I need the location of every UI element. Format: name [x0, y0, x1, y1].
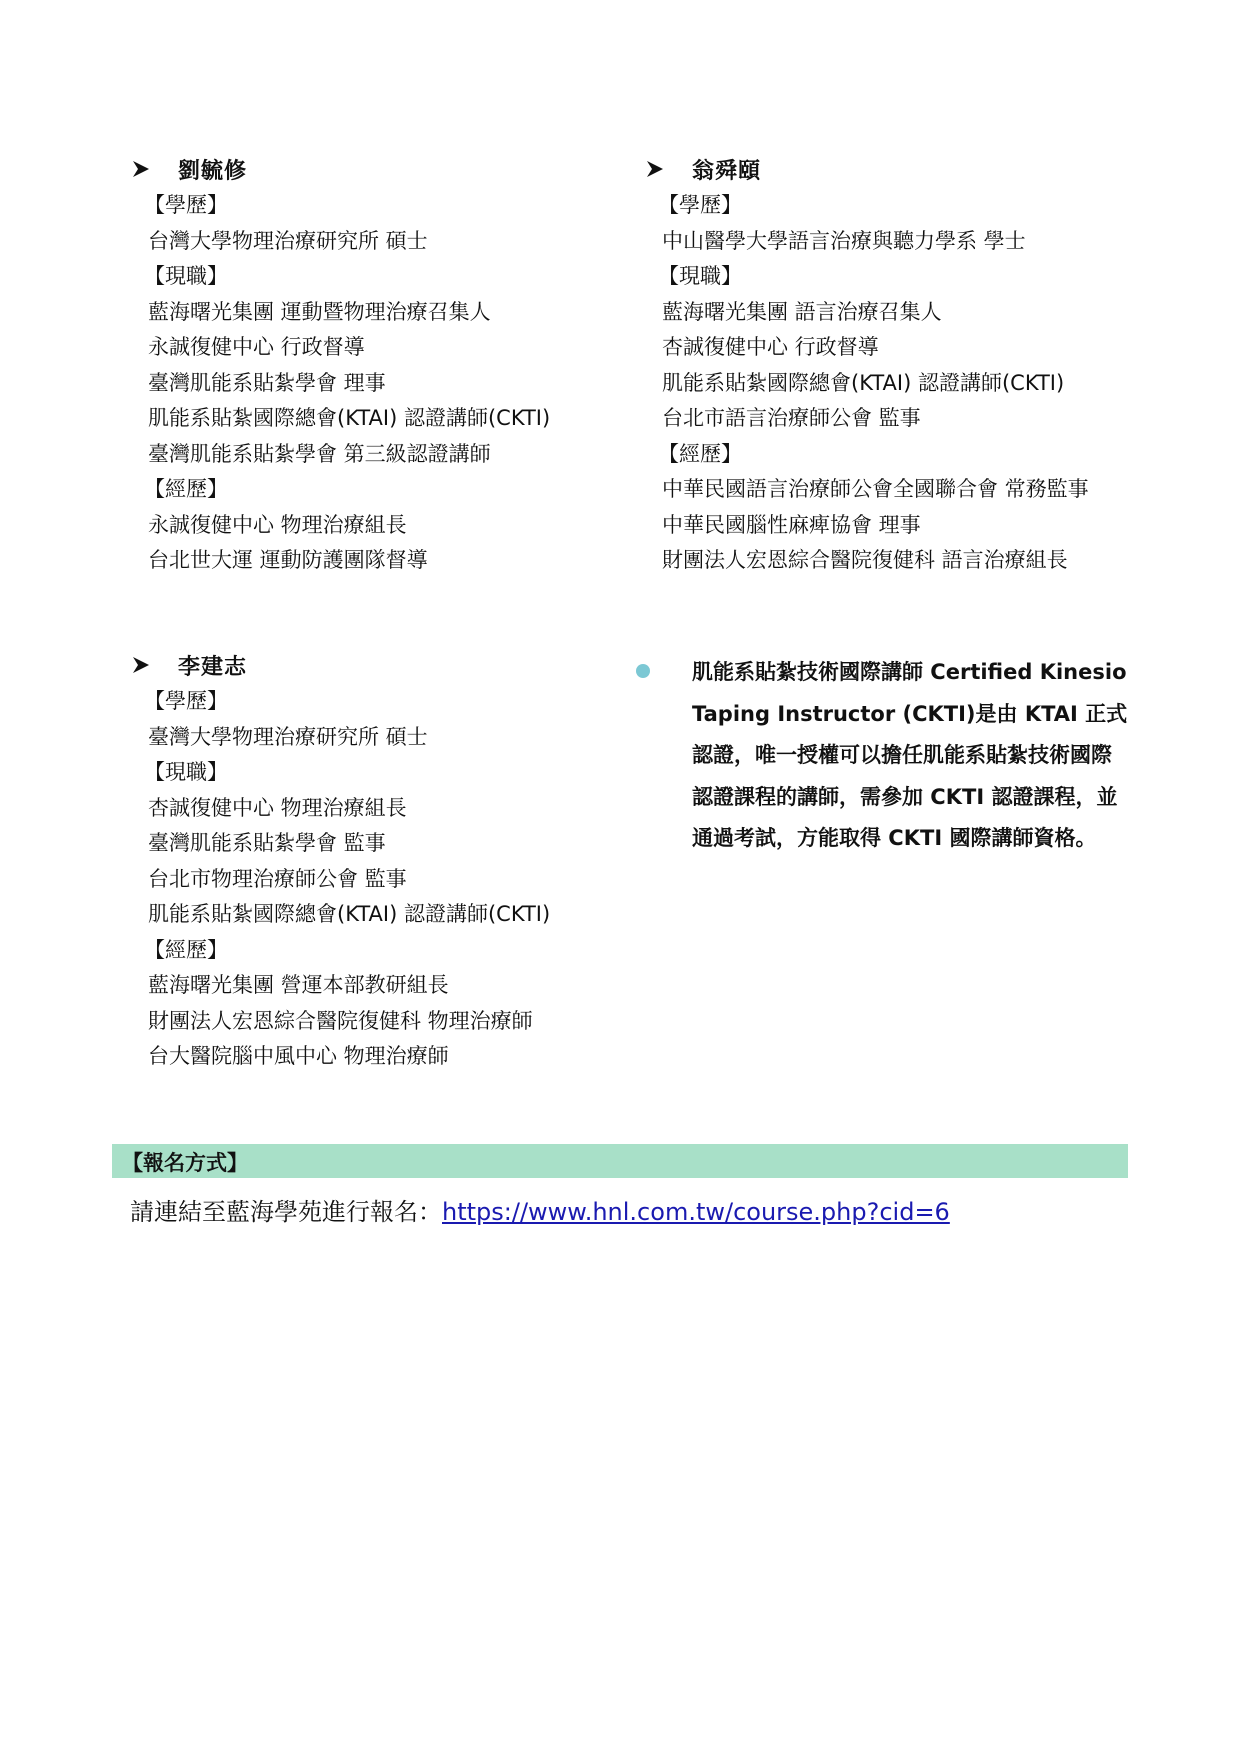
credential-line: 永誠復健中心 行政督導 [148, 335, 365, 359]
section-header: 【現職】 [144, 264, 228, 288]
credential-line: 臺灣大學物理治療研究所 碩士 [148, 724, 428, 749]
credential-line: 財團法人宏恩綜合醫院復健科 語言治療組長 [662, 548, 1068, 572]
instructor-name: 翁舜頤 [692, 158, 762, 184]
section-header: 【經歷】 [658, 441, 742, 466]
round-bullet-icon [636, 664, 650, 678]
section-header: 【經歷】 [144, 477, 228, 501]
credential-line: 肌能系貼紮國際總會(KTAI) 認證講師(CKTI) [662, 370, 1065, 395]
credential-line: 杏誠復健中心 物理治療組長 [148, 795, 407, 820]
credential-line: 臺灣肌能系貼紮學會 監事 [148, 831, 386, 855]
instructor-name: 劉毓修 [178, 158, 248, 184]
section-header: 【現職】 [658, 264, 742, 288]
credential-line: 杏誠復健中心 行政督導 [662, 335, 879, 359]
credential-line: 中山醫學大學語言治療與聽力學系 學士 [662, 228, 1026, 253]
credential-line: 財團法人宏恩綜合醫院復健科 物理治療師 [148, 1008, 533, 1033]
credential-line: 肌能系貼紮國際總會(KTAI) 認證講師(CKTI) [148, 406, 551, 430]
credential-line: 台北市語言治療師公會 監事 [662, 406, 921, 430]
instructor-name-row [126, 648, 550, 682]
certification-text: 肌能系貼紮技術國際講師 Certified Kinesio Taping Instructor (CKTI)是由 KTAI 正式認證，唯一授權可以擔任肌能系貼紮技術國際認證課程的講師，需參加 CKTI 認證課程，並通過考試，方能取得 CKTI 國際講師資格。 [692, 660, 1128, 850]
credential-line: 台北市物理治療師公會 監事 [148, 866, 407, 891]
arrowhead-bullet-icon [130, 654, 152, 676]
credential-line: 臺灣肌能系貼紮學會 第三級認證講師 [148, 441, 491, 466]
instructor-name: 李建志 [178, 654, 248, 680]
section-header: 【學歷】 [658, 193, 742, 217]
instructor-name-row [126, 152, 550, 186]
arrowhead-bullet-icon [130, 158, 152, 180]
credential-line: 中華民國腦性麻痺協會 理事 [662, 512, 921, 537]
registration-line [130, 1192, 950, 1227]
instructor-name-row [640, 152, 1089, 186]
credential-line: 台北世大運 運動防護團隊督導 [148, 548, 428, 572]
section-header: 【經歷】 [144, 937, 228, 962]
instructor-details [144, 188, 551, 579]
instructor-details [658, 188, 1089, 579]
registration-header-bar [112, 1144, 1128, 1178]
instructor-block-li [126, 648, 550, 1075]
registration-link[interactable]: https://www.hnl.com.tw/course.php?cid=6 [442, 1198, 950, 1226]
registration-header: 【報名方式】 [122, 1151, 248, 1175]
credential-line: 藍海曙光集團 營運本部教研組長 [148, 973, 449, 997]
section-header: 【學歷】 [144, 193, 228, 217]
arrowhead-bullet-icon [644, 158, 666, 180]
credential-line: 台灣大學物理治療研究所 碩士 [148, 228, 428, 253]
credential-line: 藍海曙光集團 語言治療召集人 [662, 299, 942, 324]
credential-line: 肌能系貼紮國際總會(KTAI) 認證講師(CKTI) [148, 902, 551, 926]
instructor-details [144, 684, 551, 1075]
instructor-block-liu [126, 152, 550, 579]
instructor-block-weng [640, 152, 1089, 579]
credential-line: 台大醫院腦中風中心 物理治療師 [148, 1044, 449, 1068]
credential-line: 中華民國語言治療師公會全國聯合會 常務監事 [662, 477, 1089, 501]
section-header: 【現職】 [144, 760, 228, 784]
section-header: 【學歷】 [144, 689, 228, 713]
credential-line: 藍海曙光集團 運動暨物理治療召集人 [148, 299, 491, 324]
registration-text: 請連結至藍海學苑進行報名： [130, 1198, 442, 1226]
credential-line: 永誠復健中心 物理治療組長 [148, 512, 407, 537]
credential-line: 臺灣肌能系貼紮學會 理事 [148, 370, 386, 395]
